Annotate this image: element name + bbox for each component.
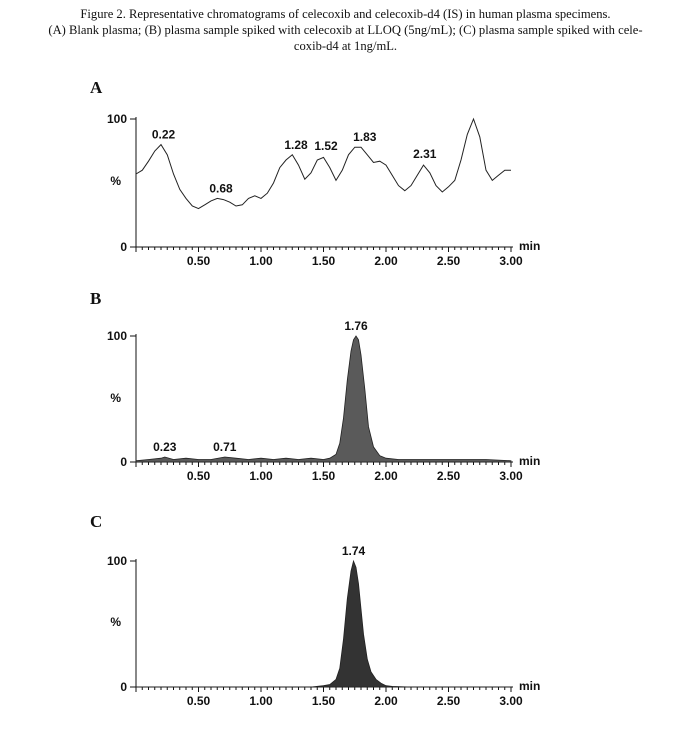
peak-label: 1.28 <box>284 137 308 152</box>
x-tick-label: 2.50 <box>436 694 461 708</box>
peak-label: 0.22 <box>151 127 176 142</box>
x-tick-label: 3.00 <box>499 254 523 268</box>
x-tick-label: 2.00 <box>374 694 398 708</box>
y-axis-label: % <box>110 174 121 188</box>
y-tick-label: 0 <box>120 455 127 469</box>
x-tick-label: 1.50 <box>311 694 336 708</box>
y-tick-label: 0 <box>120 240 127 254</box>
x-tick-label: 2.50 <box>436 254 461 268</box>
caption-line-2: (A) Blank plasma; (B) plasma sample spiked with celecoxib at LLOQ (5ng/mL); (C) plasma sample spiked with cele- <box>48 23 643 37</box>
x-tick-label: 3.00 <box>499 469 523 483</box>
x-tick-label: 1.00 <box>249 254 273 268</box>
chromatogram-panel-c <box>90 512 540 708</box>
x-tick-label: 1.50 <box>311 469 336 483</box>
x-axis-label: min <box>519 239 541 253</box>
x-tick-label: 1.50 <box>311 254 336 268</box>
peak-label: 0.71 <box>213 439 237 454</box>
x-axis-label: min <box>519 679 541 693</box>
peak-label: 0.68 <box>209 181 233 196</box>
peak-label: 2.31 <box>413 146 437 161</box>
y-tick-label: 100 <box>106 112 127 126</box>
x-tick-label: 0.50 <box>186 694 211 708</box>
x-tick-label: 2.00 <box>374 254 398 268</box>
chromatogram-peak-area <box>136 561 511 687</box>
peak-label: 1.83 <box>353 130 377 145</box>
chromatogram-panel-b <box>90 289 540 483</box>
x-tick-label: 1.00 <box>249 694 273 708</box>
y-axis-label: % <box>110 391 121 405</box>
peak-label: 1.76 <box>344 319 368 333</box>
chromatogram-panel-a <box>90 78 540 268</box>
y-tick-label: 0 <box>120 680 127 694</box>
y-tick-label: 100 <box>106 329 127 343</box>
x-axis-label: min <box>519 454 541 468</box>
panel-letter: A <box>90 78 103 97</box>
x-tick-label: 2.00 <box>374 469 398 483</box>
chromatogram-trace <box>136 119 511 209</box>
caption-line-3: coxib-d4 at 1ng/mL. <box>293 39 398 53</box>
panel-letter: B <box>90 289 102 308</box>
chromatogram-peak-area <box>136 336 511 462</box>
peak-label: 1.52 <box>314 139 338 154</box>
panel-letter: C <box>90 512 103 531</box>
caption-line-1: Figure 2. Representative chromatograms of celecoxib and celecoxib-d4 (IS) in human plasma specimens. <box>80 7 611 21</box>
peak-label: 0.23 <box>153 439 177 454</box>
x-tick-label: 0.50 <box>186 469 211 483</box>
x-tick-label: 2.50 <box>436 469 461 483</box>
y-tick-label: 100 <box>106 554 127 568</box>
peak-label: 1.74 <box>341 544 366 558</box>
x-tick-label: 3.00 <box>499 694 523 708</box>
x-tick-label: 1.00 <box>249 469 273 483</box>
x-tick-label: 0.50 <box>186 254 211 268</box>
y-axis-label: % <box>110 615 121 629</box>
